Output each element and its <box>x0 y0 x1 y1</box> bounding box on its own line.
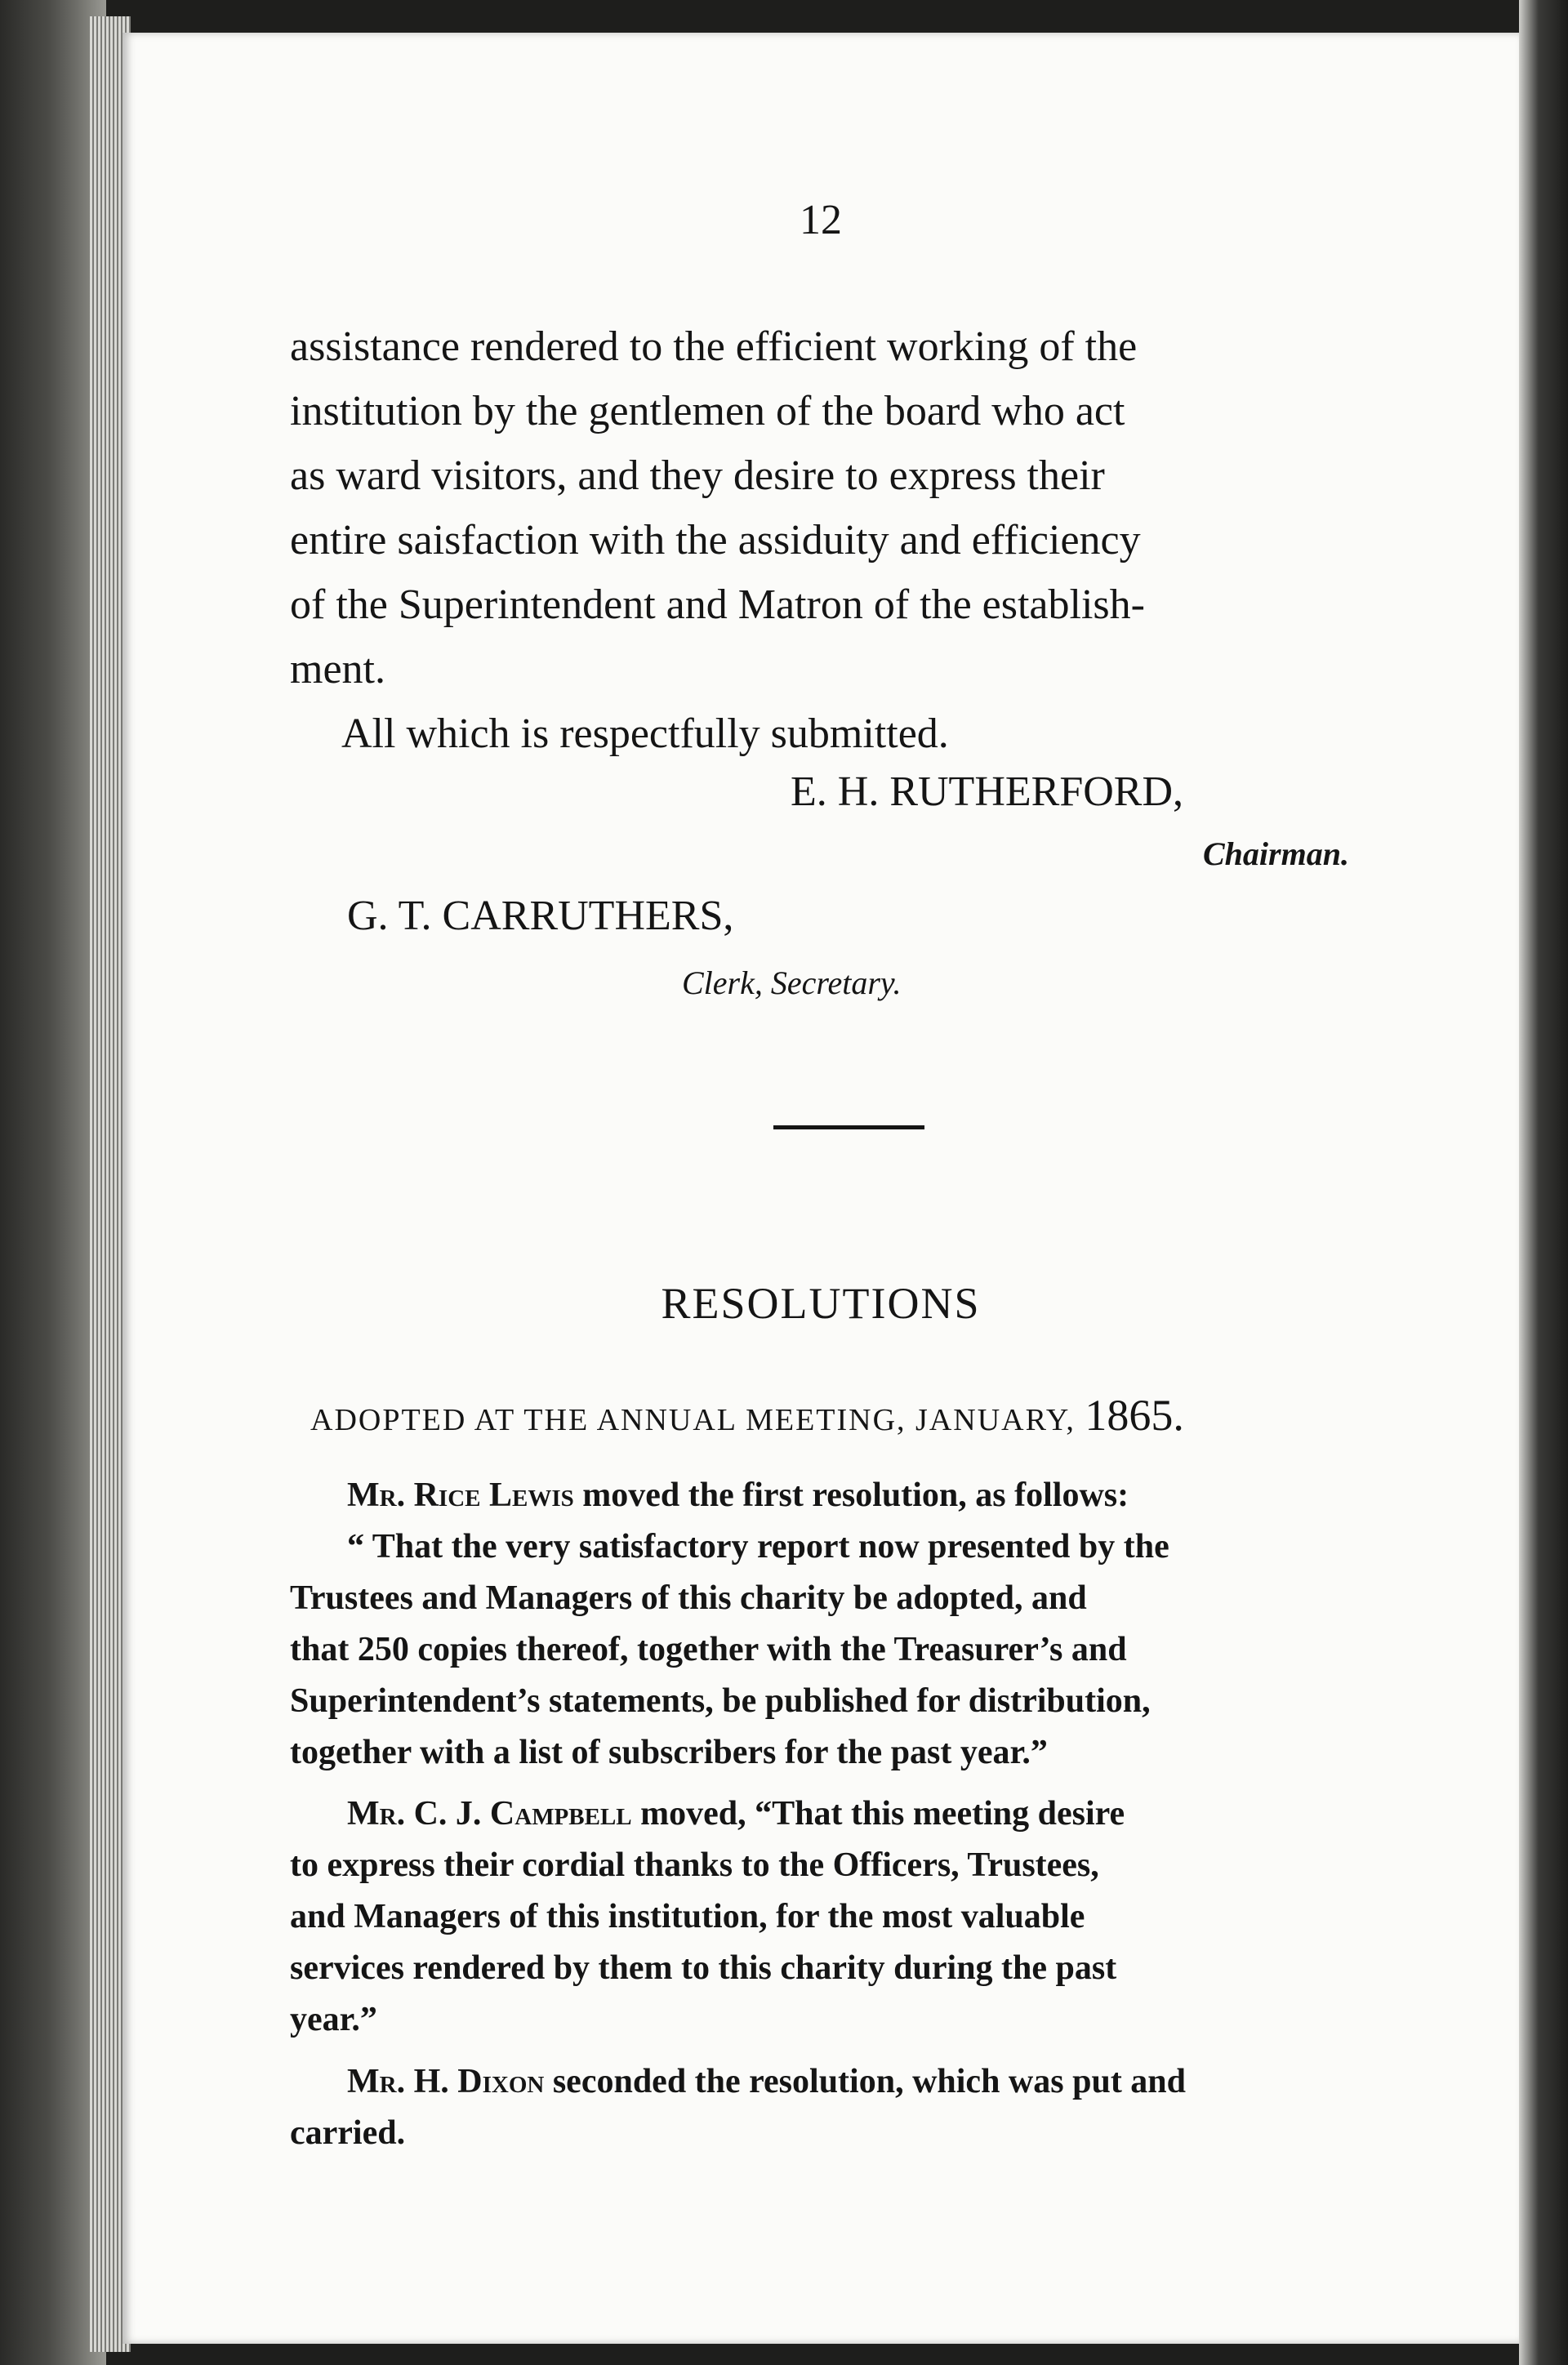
speaker-name: Mr. H. Dixon <box>347 2063 545 2100</box>
resolution-text: moved the first resolution, as follows: <box>582 1476 1129 1514</box>
resolution-line <box>347 1788 1446 1840</box>
resolution-line: that 250 copies thereof, together with the Treasurer’s and <box>290 1631 1127 1668</box>
report-line: ment. <box>290 646 385 693</box>
report-line: assistance rendered to the efficient working of the <box>290 323 1138 370</box>
facing-page-edge <box>1519 0 1568 2365</box>
resolution-text: moved, “That this meeting desire <box>640 1795 1125 1833</box>
resolution-line: Trustees and Managers of this charity be adopted, and <box>290 1579 1087 1617</box>
resolution-line: and Managers of this institution, for the most valuable <box>290 1898 1085 1935</box>
report-line: as ward visitors, and they desire to express their <box>290 452 1105 499</box>
chairman-title: Chairman. <box>1203 835 1349 872</box>
section-divider <box>773 1125 924 1129</box>
resolution-line: carried. <box>290 2114 406 2152</box>
resolution-line: to express their cordial thanks to the Officers, Trustees, <box>290 1846 1099 1884</box>
book-page <box>122 33 1519 2344</box>
resolution-line: year.” <box>290 2001 377 2038</box>
secretary-title: Clerk, Secretary. <box>682 964 902 1001</box>
secretary-name: G. T. CARRUTHERS, <box>347 893 734 939</box>
resolution-line: services rendered by them to this charity during the past <box>290 1949 1117 1987</box>
resolution-line <box>347 1470 1446 1521</box>
report-line: of the Superintendent and Matron of the establish- <box>290 581 1145 628</box>
resolutions-heading: RESOLUTIONS <box>661 1279 981 1328</box>
chairman-name: E. H. RUTHERFORD, <box>791 768 1184 815</box>
speaker-name: Mr. C. J. Campbell <box>347 1795 632 1833</box>
submitted-line: All which is respectfully submitted. <box>341 710 949 757</box>
page-number: 12 <box>800 197 842 243</box>
subheading-text: ADOPTED AT THE ANNUAL MEETING, JANUARY, <box>310 1403 1076 1437</box>
resolutions-subheading <box>310 1390 1409 1441</box>
resolution-line: together with a list of subscribers for the past year.” <box>290 1734 1048 1771</box>
subheading-year: 1865. <box>1085 1391 1184 1440</box>
report-line: institution by the gentlemen of the board who act <box>290 388 1125 434</box>
resolution-line: Superintendent’s statements, be published for distribution, <box>290 1682 1151 1720</box>
resolution-text: seconded the resolution, which was put and <box>552 2063 1187 2100</box>
speaker-name: Mr. Rice Lewis <box>347 1476 574 1514</box>
resolution-line <box>347 2056 1446 2108</box>
resolution-line: “ That the very satisfactory report now presented by the <box>347 1528 1169 1566</box>
report-line: entire saisfaction with the assiduity and efficiency <box>290 517 1141 563</box>
